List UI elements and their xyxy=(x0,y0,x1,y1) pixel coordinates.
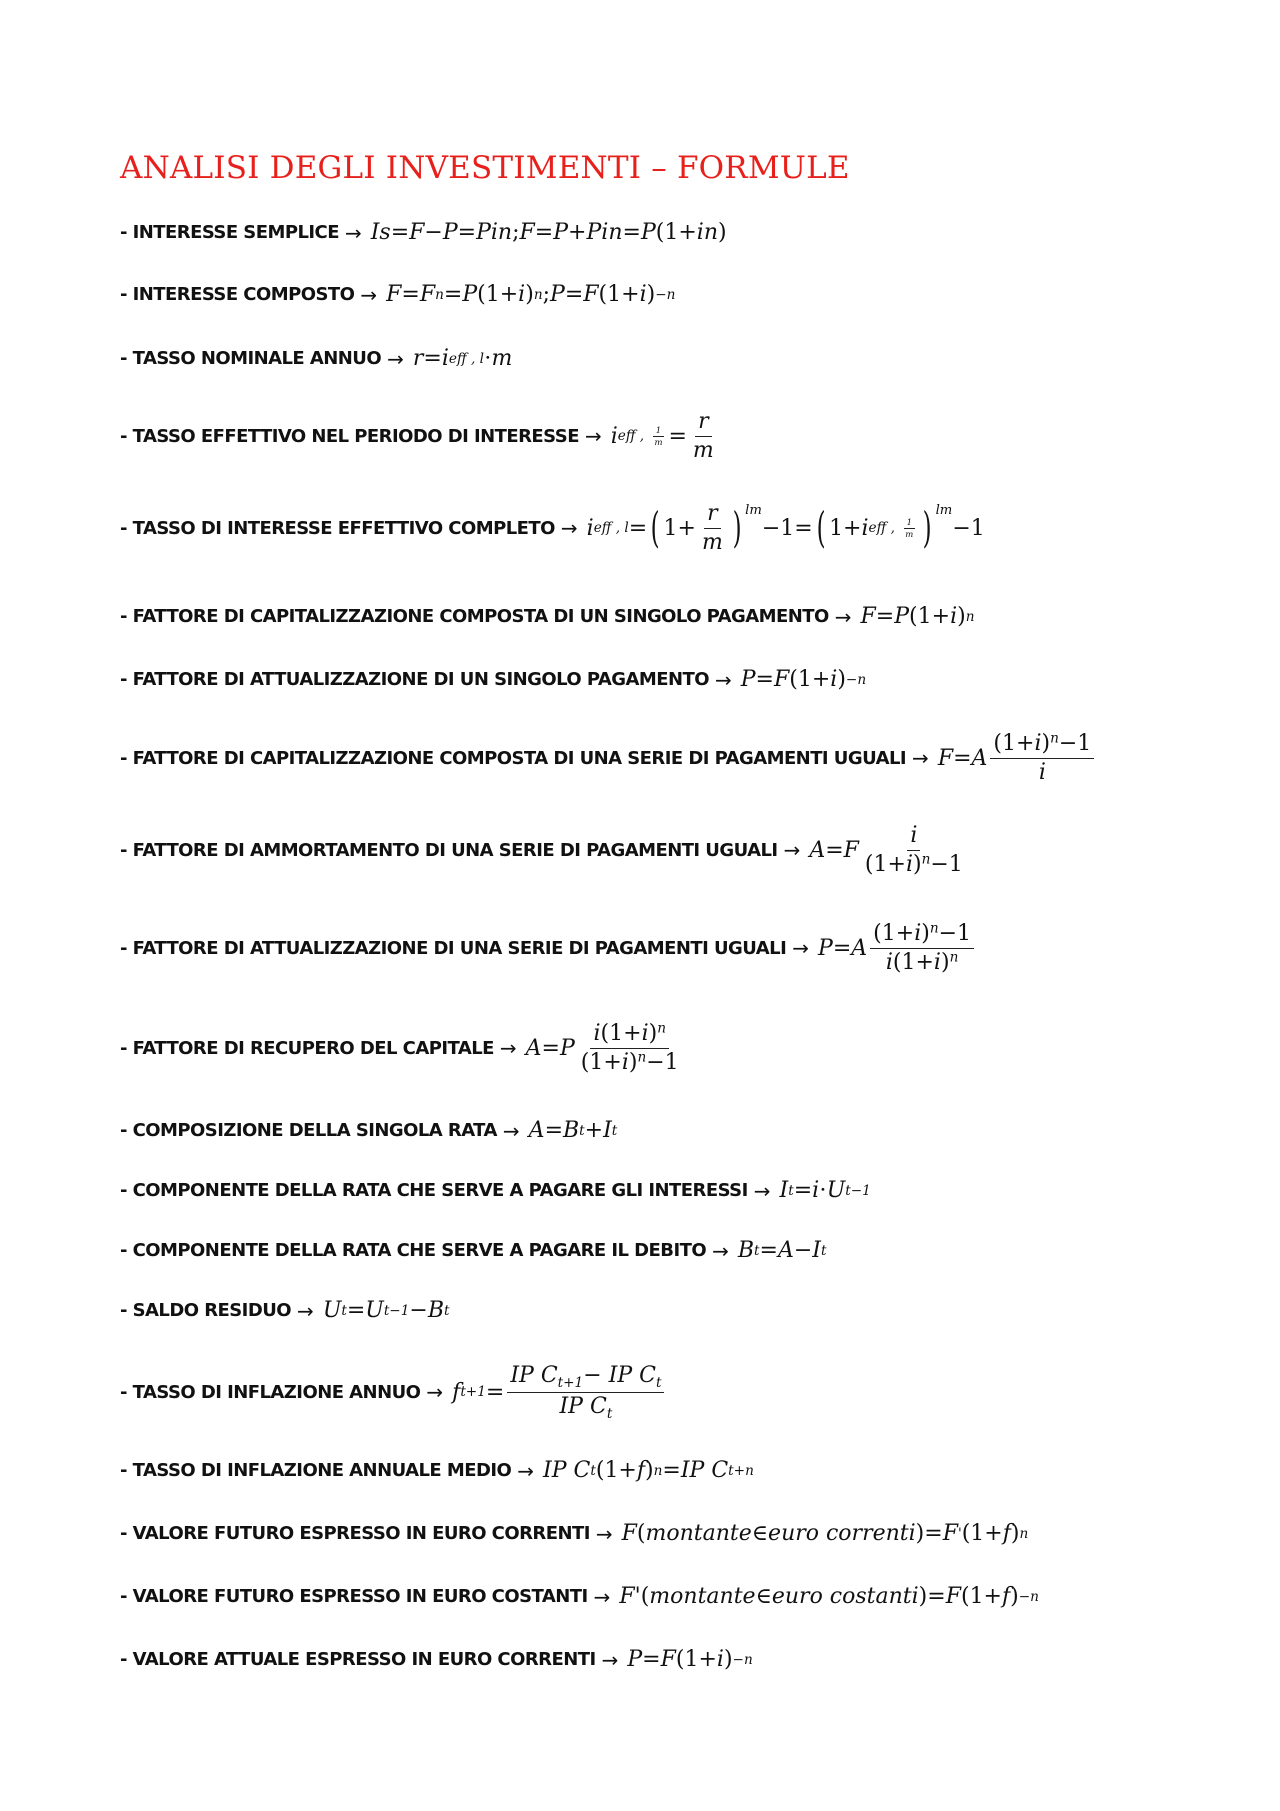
formula-row-interesse-composto xyxy=(120,282,675,307)
arrow-icon: → xyxy=(714,667,732,692)
formula-row-attuale-correnti xyxy=(120,1647,753,1672)
arrow-icon: → xyxy=(502,1118,520,1143)
formula-label: - VALORE FUTURO ESPRESSO IN EURO COSTANTI xyxy=(120,1586,588,1607)
formula-row-capitalizzazione-serie xyxy=(120,730,1097,786)
arrow-icon: → xyxy=(560,516,578,540)
arrow-icon: → xyxy=(344,220,362,245)
formula-row-attualizzazione-serie xyxy=(120,920,977,976)
arrow-icon: → xyxy=(601,1647,619,1672)
formula-row-recupero-capitale xyxy=(120,1020,685,1076)
arrow-icon: → xyxy=(753,1178,771,1203)
formula: A = P $i(1+i)^n$ $(1+i)^n-1$ xyxy=(525,1020,679,1075)
formula: A = F i $(1+i)^n-1$ xyxy=(809,823,963,877)
formula: U t = U t−1 − B t xyxy=(322,1298,450,1323)
formula-row-capitalizzazione-singolo xyxy=(120,604,975,629)
arrow-icon: → xyxy=(595,1521,613,1546)
formula-row-tasso-nominale xyxy=(120,346,512,371)
formula-label: - TASSO DI INFLAZIONE ANNUALE MEDIO xyxy=(120,1460,512,1481)
formula-label: - FATTORE DI AMMORTAMENTO DI UNA SERIE DI PAGAMENTI UGUALI xyxy=(120,839,778,861)
formula-row-quota-debito xyxy=(120,1238,826,1263)
arrow-icon: → xyxy=(360,282,378,307)
arrow-icon: → xyxy=(792,936,810,960)
formula-label: - COMPOSIZIONE DELLA SINGOLA RATA xyxy=(120,1120,497,1141)
arrow-icon: → xyxy=(783,838,801,862)
formula: i eff , 1 m = r m xyxy=(610,409,714,463)
formula: F = F n = P ( 1+ i ) n ; P = F ( 1+ i ) −n xyxy=(386,282,676,307)
formula-row-ammortamento-serie xyxy=(120,822,969,878)
formula-row-composizione-rata xyxy=(120,1118,617,1143)
formula-row-inflazione-medio xyxy=(120,1458,754,1483)
formula-row-futuro-costanti xyxy=(120,1584,1039,1609)
formula-label: - INTERESSE COMPOSTO xyxy=(120,284,355,305)
formula: B t = A − I t xyxy=(737,1238,827,1263)
formula-row-inflazione-annuo xyxy=(120,1362,667,1423)
formula-label: - TASSO NOMINALE ANNUO xyxy=(120,348,382,369)
formula-label: - COMPONENTE DELLA RATA CHE SERVE A PAGARE GLI INTERESSI xyxy=(120,1180,748,1201)
formula-row-tasso-effettivo-periodo xyxy=(120,408,720,464)
formula: P = A $(1+i)^n-1$ $i(1+i)^n$ xyxy=(818,920,977,976)
formula: r = i eff , l ⋅ m xyxy=(412,346,513,371)
formula-label: - COMPONENTE DELLA RATA CHE SERVE A PAGARE IL DEBITO xyxy=(120,1240,707,1261)
formula-row-tasso-effettivo-completo xyxy=(120,500,985,556)
formula: F ' ( montante ∈ euro costanti ) = F ( 1+ f ) −n xyxy=(619,1584,1039,1609)
formula: Is = F − P = Pin ; F = P + Pin = P ( 1+ in ) xyxy=(370,220,727,245)
formula: IP C t ( 1+ f ) n = IP C t+n xyxy=(543,1458,754,1483)
formula-label: - TASSO DI INFLAZIONE ANNUO xyxy=(120,1381,421,1403)
formula-row-interesse-semplice xyxy=(120,220,727,245)
formula-label: - FATTORE DI RECUPERO DEL CAPITALE xyxy=(120,1037,494,1059)
formula: A = B t + I t xyxy=(528,1118,618,1143)
formula-label: - INTERESSE SEMPLICE xyxy=(120,222,339,243)
formula-label: - VALORE FUTURO ESPRESSO IN EURO CORRENTI xyxy=(120,1523,590,1544)
page-title: ANALISI DEGLI INVESTIMENTI – FORMULE xyxy=(120,150,850,186)
arrow-icon: → xyxy=(584,424,602,448)
formula-row-quota-interessi xyxy=(120,1178,871,1203)
formula-label: - TASSO EFFETTIVO NEL PERIODO DI INTERESSE xyxy=(120,425,579,447)
arrow-icon: → xyxy=(499,1036,517,1060)
arrow-icon: → xyxy=(297,1298,314,1323)
formula-label: - VALORE ATTUALE ESPRESSO IN EURO CORRENTI xyxy=(120,1649,596,1670)
formula: P = F ( 1+ i ) −n xyxy=(627,1647,753,1672)
formula: F ( montante ∈ euro correnti ) = F ' ( 1+ f ) n xyxy=(621,1521,1029,1546)
formula: f t+1 = IP $C_{t+1}-$ IP $C_t$ IP $C_t$ xyxy=(452,1362,667,1423)
formula-label: - FATTORE DI ATTUALIZZAZIONE DI UNA SERIE DI PAGAMENTI UGUALI xyxy=(120,937,787,959)
arrow-icon: → xyxy=(834,604,852,629)
arrow-icon: → xyxy=(593,1584,611,1609)
formula: I t = i ⋅ U t−1 xyxy=(779,1178,871,1203)
formula-row-futuro-correnti xyxy=(120,1521,1028,1546)
formula-label: - FATTORE DI ATTUALIZZAZIONE DI UN SINGOLO PAGAMENTO xyxy=(120,669,709,690)
formula: F = A $(1+i)^n-1$ i xyxy=(938,730,1097,786)
arrow-icon: → xyxy=(712,1238,729,1263)
formula-row-attualizzazione-singolo xyxy=(120,667,866,692)
formula-row-saldo-residuo xyxy=(120,1298,449,1323)
formula-label: - FATTORE DI CAPITALIZZAZIONE COMPOSTA DI UNA SERIE DI PAGAMENTI UGUALI xyxy=(120,747,907,769)
formula: P = F ( 1+ i ) −n xyxy=(740,667,867,692)
formula-label: - SALDO RESIDUO xyxy=(120,1300,292,1321)
formula-label: - FATTORE DI CAPITALIZZAZIONE COMPOSTA DI UN SINGOLO PAGAMENTO xyxy=(120,606,829,627)
arrow-icon: → xyxy=(912,746,929,770)
arrow-icon: → xyxy=(426,1380,444,1405)
formula-label: - TASSO DI INTERESSE EFFETTIVO COMPLETO xyxy=(120,517,555,539)
formula: i eff , l = ( 1+ r m ) lm −1= ( 1+ i eff , 1 m ) lm −1 xyxy=(586,501,985,555)
arrow-icon: → xyxy=(517,1458,535,1483)
arrow-icon: → xyxy=(387,346,404,371)
formula: F = P ( 1+ i ) n xyxy=(860,604,975,629)
